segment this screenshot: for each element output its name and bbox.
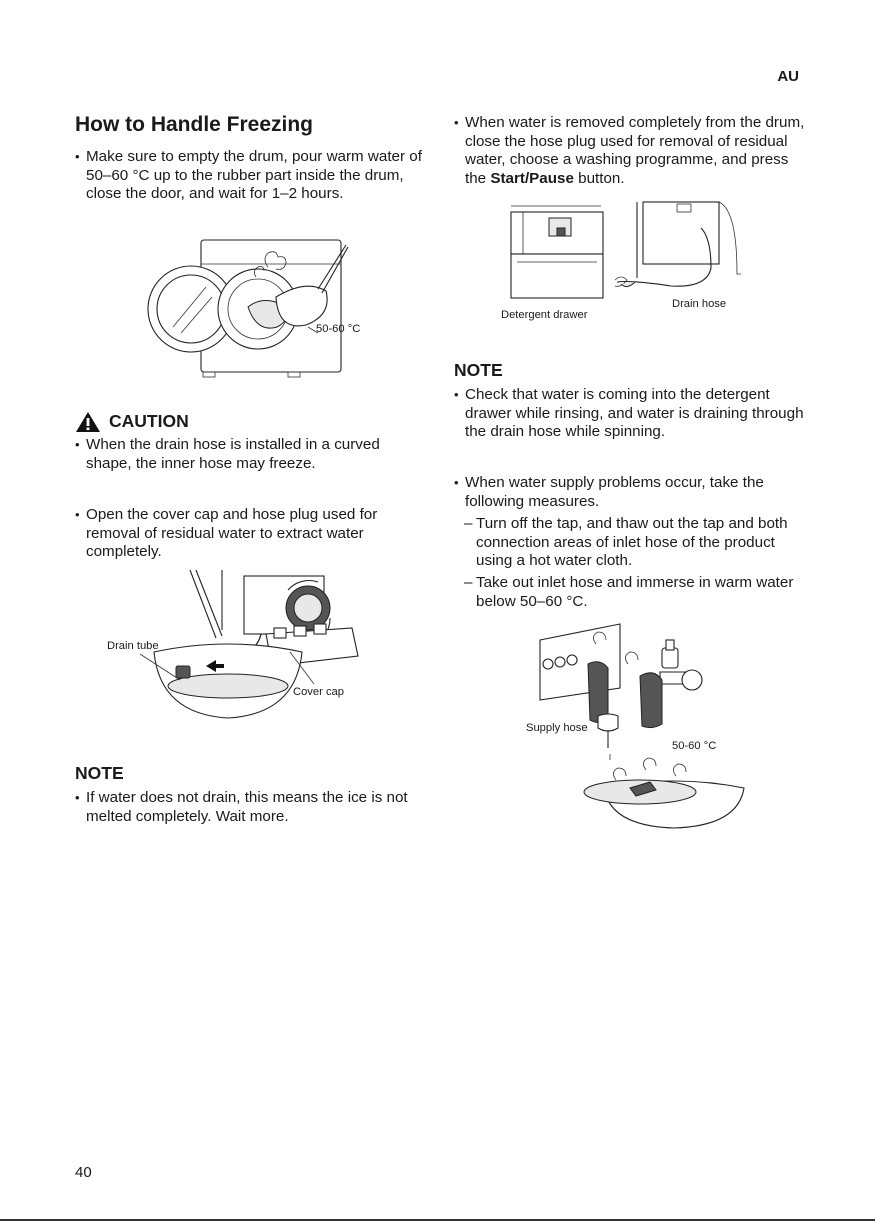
figure-detergent-drawer-drain-hose (497, 198, 767, 308)
figure-pour-warm-water (148, 237, 378, 387)
fig4-supply-hose-label: Supply hose (526, 722, 588, 734)
fig2-drain-tube-label: Drain tube (107, 640, 159, 652)
water-supply-substep-2: – Take out inlet hose and immerse in warm water below 50–60 °C. (464, 574, 794, 611)
region-code: AU (777, 68, 799, 85)
page-title: How to Handle Freezing (75, 113, 314, 136)
warning-triangle-icon (75, 411, 101, 433)
fig3-detergent-drawer-label: Detergent drawer (501, 309, 588, 321)
water-supply-substep-1: – Turn off the tap, and thaw out the tap and both connection areas of inlet hose of the product using a hot water cloth. (464, 515, 794, 571)
caution-title: CAUTION (109, 411, 189, 431)
page-number: 40 (75, 1164, 92, 1181)
water-supply-step: • When water supply problems occur, take the following measures. (454, 474, 813, 511)
fig4-temperature-label: 50-60 °C (672, 740, 717, 752)
freezing-step-1: • Make sure to empty the drum, pour warm water of 50–60 °C up to the rubber part inside the drum, close the door, and wait for 1–2 hours. (75, 148, 434, 204)
note-title-left: NOTE (75, 763, 124, 783)
freezing-step-2: • Open the cover cap and hose plug used for removal of residual water to extract water completely. (75, 506, 426, 562)
fig1-temperature-label: 50-60 °C (316, 323, 361, 335)
note-left-item-1: • If water does not drain, this means the ice is not melted completely. Wait more. (75, 789, 426, 826)
step-3-text: When water is removed completely from the drum, close the hose plug used for removal of residual water, choose a washing programme, and press the (465, 114, 805, 187)
caution-item-1: • When the drain hose is installed in a curved shape, the inner hose may freeze. (75, 436, 426, 473)
freezing-step-3 (454, 114, 813, 188)
cover-cap-leader (286, 650, 326, 690)
start-pause-button-name: Start/Pause (490, 169, 574, 187)
fig2-cover-cap-label: Cover cap (293, 686, 344, 698)
note-right-item-1: • Check that water is coming into the detergent drawer while rinsing, and water is draining through the drain hose while spinning. (454, 386, 813, 442)
footer-rule (0, 1219, 875, 1221)
step-3-text-end: button. (573, 169, 625, 187)
note-title-right: NOTE (454, 360, 503, 380)
drain-tube-leader (138, 652, 188, 692)
fig3-drain-hose-label: Drain hose (672, 298, 727, 310)
